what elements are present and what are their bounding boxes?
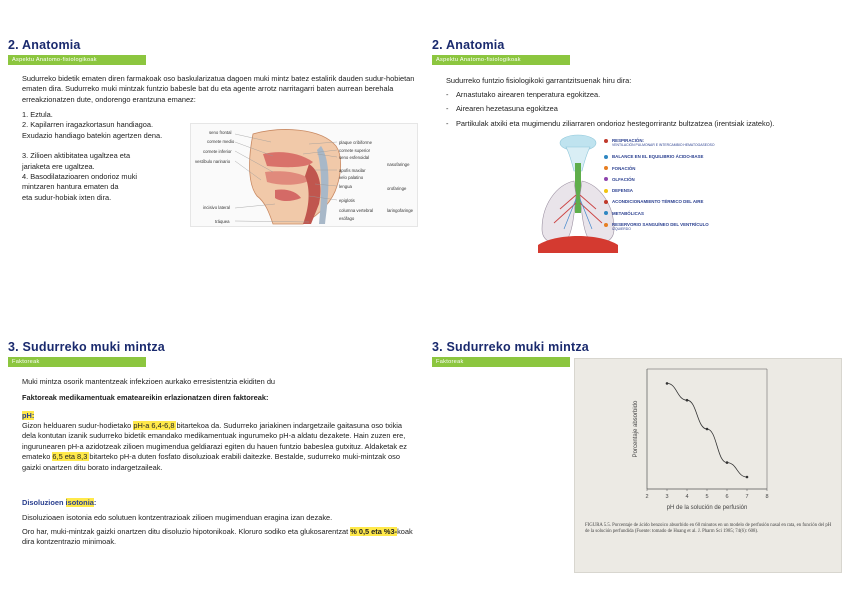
x-tick-label: 5: [705, 494, 709, 500]
label-cornete-superior: cornete superior: [339, 148, 371, 153]
slide-subtitle-bar: Aspektu Anatomo-fisiologikoak: [432, 55, 570, 65]
list-spacer: [22, 141, 202, 151]
label-seno-frontal: seno frontal: [209, 130, 232, 135]
figure-caption: FIGURA 5.5. Porcentaje de ácido benzoico absorbido en 60 minutos en un modelo de perfusión nasal en rata, en función del pH de la solución perfundida (Fuente: tomado de Huang et al. J. Pharm Sci 1985; 74(6): 608).: [585, 523, 832, 535]
x-tick-label: 4: [685, 494, 689, 500]
legend-item: [604, 138, 844, 148]
slide-title: 2. Anatomia: [432, 38, 505, 52]
slide-subtitle-bar: Faktoreak: [8, 357, 146, 367]
bullet-item: - Arnastutako airearen tenperatura egokitzea.: [446, 90, 842, 100]
label-epiglotis: epiglotis: [339, 198, 355, 203]
legend-item: [604, 188, 844, 193]
label-velo: velo palatino: [339, 175, 364, 180]
x-tick-label: 2: [645, 494, 649, 500]
legend-dot: [604, 139, 608, 143]
legend-item: [604, 222, 844, 232]
list-item: 3. Zilioen aktibitatea ugaltzea eta: [22, 151, 131, 161]
chart-photo: [574, 358, 842, 573]
label-cornete-medio: cornete medio: [207, 139, 235, 144]
legend-label: FONACIÓN: [612, 165, 636, 171]
slide-anatomy-1: [0, 0, 424, 300]
legend-dot: [604, 155, 608, 159]
nasal-anatomy-illustration: [190, 123, 418, 227]
legend-dot: [604, 211, 608, 215]
x-tick-label: 6: [725, 494, 729, 500]
slide-title: 2. Anatomia: [8, 38, 81, 52]
ph-paragraph: [22, 421, 418, 473]
slide-title: 3. Sudurreko muki mintza: [432, 340, 589, 354]
bullet-item: - Airearen hezetasuna egokitzea: [446, 104, 842, 114]
legend-sublabel: IZQUIERDO: [612, 227, 631, 232]
slide-mucosa-factors-text: [0, 300, 424, 600]
data-point: [726, 461, 729, 464]
conc-text: koak dira kontzentrazio minimoak.: [22, 527, 413, 547]
label-vestibulo: vestíbulo narinario: [195, 159, 231, 164]
label-seno-esfenoidal: seno esfenoidal: [339, 155, 370, 160]
legend-dot: [604, 177, 608, 181]
slide-subtitle-bar: Aspektu Anatomo-fisiologikoak: [8, 55, 146, 65]
legend-label: OLFACIÓN: [612, 176, 635, 182]
x-tick-label: 8: [765, 494, 769, 500]
label-orofaringe: orofaringe: [387, 186, 407, 191]
ph-range-highlight: 6,5 eta 8,3: [52, 452, 90, 462]
list-item: eta sudur-hobiak ixten dira.: [22, 192, 112, 202]
isotonia-paragraph: Disoluzioaen isotonia edo solutuen kontzentrazioak zilioen mugimenduan eragina izan dezake.: [22, 513, 333, 522]
concentration-paragraph: [22, 527, 418, 548]
slide-mucosa-factors-chart: [424, 300, 848, 600]
bullet-item: - Partikulak atxiki eta mugimendu ziliarraren ondorioz hestegorrirantz bultzatzea (irentsiak izateko).: [446, 119, 842, 129]
iso-text: :: [93, 498, 97, 507]
list-item: 2. Kapilarren iragazkortasun handiagoa.: [22, 120, 154, 130]
legend-item: [604, 211, 844, 216]
iso-highlight: isotonia: [65, 498, 94, 507]
ph-text: Gizon helduaren sudur-hodietako: [22, 421, 134, 430]
ph-text: bitarteko pH-a duten fosfato disoluzioak erabili daitezke. Bestalde, sudurreko muki-mintzak oso gaizki onartzen ditu borato indargetzaileak.: [22, 452, 400, 472]
label-laringofaringe: laringofaringe: [387, 208, 414, 213]
legend-label: ACONDICIONAMIENTO TÉRMICO DEL AIRE: [612, 199, 704, 205]
function-bullets: [446, 90, 842, 133]
intro-paragraph: Muki mintza osorik mantentzeak infekzioen aurkako erresistentzia ekiditen du: [22, 377, 276, 386]
legend-sublabel: VENTILACIÓN PULMONAR E INTERCAMBIO HEMATOGASEOSO: [612, 143, 715, 147]
data-point: [666, 382, 669, 385]
data-points: [666, 382, 749, 478]
label-columna: columna vertebral: [339, 208, 374, 213]
conc-highlight: % 0,5 eta %3-: [350, 527, 398, 536]
legend-label: RESERVORIO SANGUÍNEO DEL VENTRÍCULO: [612, 222, 709, 228]
label-nasofaringe: nasofaringe: [387, 162, 410, 167]
legend-item: [604, 199, 844, 204]
legend-dot: [604, 223, 608, 227]
iso-text: Disoluzioen: [22, 498, 66, 507]
label-apofis: apofis maxilar: [339, 168, 366, 173]
legend-item: [604, 154, 844, 159]
isotonia-heading: [22, 498, 96, 508]
function-legend: [604, 138, 844, 238]
list-item: 4. Basodilatazioaren ondorioz muki: [22, 172, 138, 182]
label-plaque: plaque cribiforme: [339, 140, 372, 145]
list-item: mintzaren hantura ematen da: [22, 182, 119, 192]
list-item: Exudazio handiago batekin agertzen dena.: [22, 130, 163, 140]
legend-item: [604, 177, 844, 182]
data-point: [686, 399, 689, 402]
absorption-chart: [575, 359, 843, 519]
label-cornete-inferior: cornete inferior: [203, 149, 232, 154]
ph-heading: [22, 411, 34, 421]
legend-dot: [604, 166, 608, 170]
intro-paragraph: Sudurreko funtzio fisiologikoki garrantzitsuenak hiru dira:: [446, 76, 632, 85]
label-lengua: lengua: [339, 184, 352, 189]
slide-subtitle-bar: Faktoreak: [432, 357, 570, 367]
x-tick-label: 3: [665, 494, 669, 500]
x-tick-label: 7: [745, 494, 749, 500]
label-esofago: esófago: [339, 216, 355, 221]
legend-dot: [604, 200, 608, 204]
legend-dot: [604, 189, 608, 193]
legend-label: METABÓLICAS: [612, 210, 644, 216]
legend-label: RESPIRACIÓN:: [612, 138, 644, 143]
slide-anatomy-2: [424, 0, 848, 300]
legend-label: DEFENSA: [612, 188, 633, 194]
list-item: jariaketa ere ugaltzea.: [22, 161, 95, 171]
x-tick-labels: [645, 489, 768, 500]
factors-heading: Faktoreak medikamentuak emateareikin erlazionatzen diren faktoreak:: [22, 393, 269, 402]
ph-label: pH:: [22, 411, 35, 420]
y-axis-label: Porcentaje absorbido: [633, 400, 639, 458]
legend-label: BALANCE EN EL EQUILIBRIO ÁCIDO-BASE: [612, 154, 704, 160]
conc-text: Oro har, muki-mintzak gaizki onartzen ditu disoluzio hipotonikoak. Kloruro sodiko eta glukosarentzat: [22, 527, 351, 536]
x-axis-label: pH de la solución de perfusión: [666, 505, 748, 511]
intro-paragraph: Sudurreko bidetik ematen diren farmakoak oso baskularizatua dagoen muki mintz batez estalirik dauden sudur-hobietan ematen dira. Sudurreko muki mintzak funtzio babesle bat du eta agente arrotz narritagarri baten aurrean berehala erreakzionatzen dute, ondorengo erantzuna emanez:: [22, 74, 415, 104]
slide-title: 3. Sudurreko muki mintza: [8, 340, 165, 354]
ph-range-highlight: pH-a 6,4-6,8: [133, 421, 177, 430]
label-traquea: tráquea: [215, 219, 230, 224]
data-point: [706, 428, 709, 431]
data-point: [746, 476, 749, 479]
legend-item: [604, 166, 844, 171]
ph-text: bitartekoa da. Sudurreko jariakinen indargetzaile gaitasuna oso txikia dela kontutan izanik sudurreko bidetik emandako medikamentuak ingurumeko pH-a aldatu dezakete. Hain zuzen ere, ingurunearen pH-a azidotzeak zilioen mugimendua geldiarazi egiten du hauen funtzio babeslea gutxituz. Aldaketak ez emateko: [22, 421, 407, 462]
label-incisivo: incisivo lateral: [203, 205, 230, 210]
reaction-list: [22, 110, 202, 203]
list-item: 1. Eztula.: [22, 110, 53, 119]
